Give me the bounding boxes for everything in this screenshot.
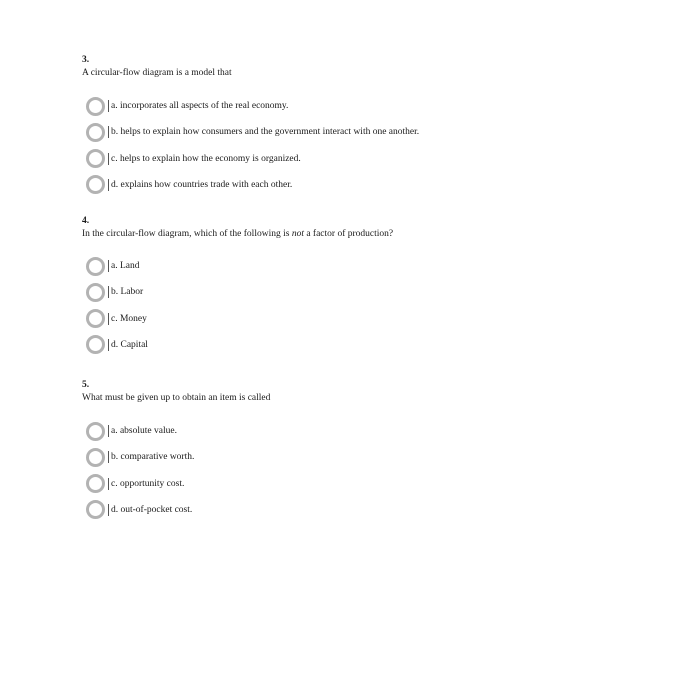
- answer-option-d[interactable]: [82, 175, 642, 195]
- answer-options: [82, 421, 642, 520]
- answer-option-a[interactable]: [82, 96, 642, 116]
- question-text-emphasis: not: [291, 229, 304, 239]
- radio-button-icon[interactable]: [86, 175, 105, 194]
- answer-option-b[interactable]: [82, 282, 642, 302]
- radio-button-icon[interactable]: [86, 283, 105, 302]
- question-text: [82, 228, 642, 240]
- radio-button-icon[interactable]: [86, 422, 105, 441]
- radio-button-icon[interactable]: [86, 123, 105, 142]
- answer-option-a[interactable]: [82, 421, 642, 441]
- answer-options: [82, 96, 642, 195]
- answer-option-b[interactable]: [82, 122, 642, 142]
- answer-label: b. Labor: [108, 286, 143, 298]
- radio-button-icon[interactable]: [86, 257, 105, 276]
- radio-button-icon[interactable]: [86, 448, 105, 467]
- question-4: [82, 216, 642, 361]
- answer-option-b[interactable]: [82, 447, 642, 467]
- radio-button-icon[interactable]: [86, 500, 105, 519]
- question-number: 4.: [82, 216, 90, 226]
- question-number: 5.: [82, 380, 90, 390]
- question-number: 3.: [82, 55, 90, 65]
- answer-option-d[interactable]: [82, 335, 642, 355]
- radio-button-icon[interactable]: [86, 309, 105, 328]
- answer-label: c. Money: [108, 313, 147, 325]
- question-text-part: In the circular-flow diagram, which of the following is: [82, 229, 292, 239]
- answer-option-c[interactable]: [82, 309, 642, 329]
- answer-option-d[interactable]: [82, 500, 642, 520]
- answer-label: b. comparative worth.: [108, 451, 194, 463]
- radio-button-icon[interactable]: [86, 335, 105, 354]
- answer-label: d. explains how countries trade with each other.: [108, 179, 292, 191]
- answer-label: d. out-of-pocket cost.: [108, 504, 192, 516]
- answer-label: a. absolute value.: [108, 425, 177, 437]
- answer-label: c. helps to explain how the economy is organized.: [108, 153, 301, 165]
- question-text: What must be given up to obtain an item is called: [82, 393, 271, 403]
- radio-button-icon[interactable]: [86, 97, 105, 116]
- answer-label: a. incorporates all aspects of the real economy.: [108, 100, 288, 112]
- answer-option-c[interactable]: [82, 149, 642, 169]
- answer-label: a. Land: [108, 260, 140, 272]
- answer-label: c. opportunity cost.: [108, 478, 184, 490]
- radio-button-icon[interactable]: [86, 474, 105, 493]
- question-text: A circular-flow diagram is a model that: [82, 68, 232, 78]
- answer-option-c[interactable]: [82, 474, 642, 494]
- question-text-part: a factor of production?: [303, 229, 394, 239]
- answer-label: b. helps to explain how consumers and the government interact with one another.: [108, 126, 419, 138]
- answer-options: [82, 256, 642, 355]
- radio-button-icon[interactable]: [86, 149, 105, 168]
- answer-label: d. Capital: [108, 339, 148, 351]
- question-3: [82, 55, 642, 201]
- answer-option-a[interactable]: [82, 256, 642, 276]
- question-5: [82, 380, 642, 526]
